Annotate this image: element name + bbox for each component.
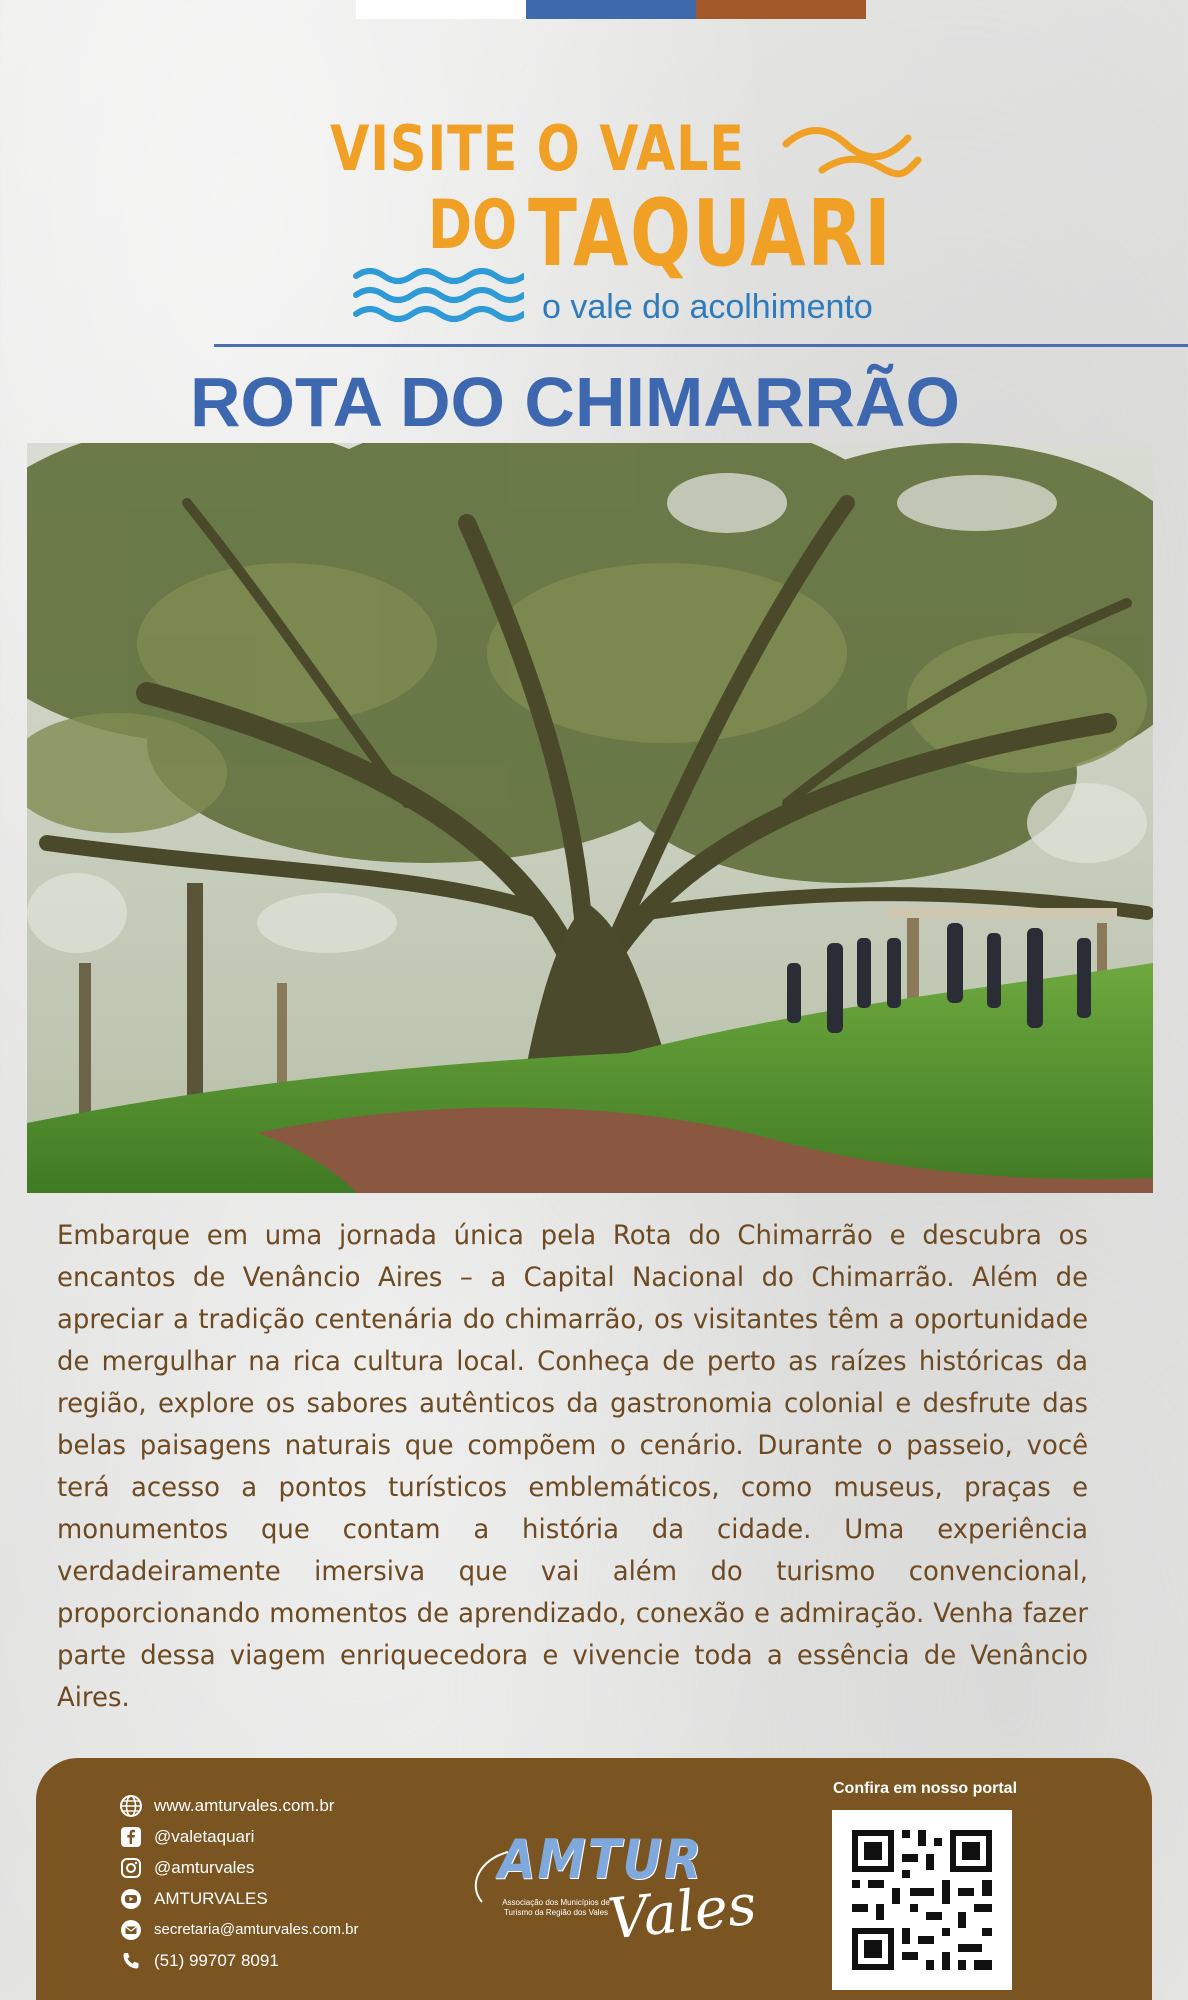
page-title: ROTA DO CHIMARRÃO [190, 363, 960, 441]
youtube-icon [118, 1886, 144, 1912]
amtur-vales-script: Vales [605, 1872, 760, 1953]
contact-facebook-text: @valetaquari [154, 1826, 255, 1846]
contact-phone-text: (51) 99707 8091 [154, 1950, 279, 1970]
contact-website[interactable] [118, 1790, 358, 1821]
instagram-icon [118, 1855, 144, 1881]
globe-icon [118, 1793, 144, 1819]
blue-waves-icon [352, 264, 524, 326]
logo-line2-taquari: TAQUARI [528, 180, 893, 287]
top-color-bars [356, 0, 866, 19]
facebook-icon [118, 1824, 144, 1850]
top-bar-brown [696, 0, 866, 19]
email-icon [118, 1917, 144, 1943]
contact-instagram-text: @amturvales [154, 1857, 255, 1877]
amtur-subtitle: Associação dos Municípios de Turismo da Região dos Vales [502, 1898, 610, 1917]
logo-line1: VISITE O VALE [330, 112, 745, 185]
contact-facebook[interactable] [118, 1821, 358, 1852]
contact-instagram[interactable] [118, 1852, 358, 1883]
phone-icon [118, 1948, 144, 1974]
description-paragraph: Embarque em uma jornada única pela Rota do Chimarrão e descubra os encantos de Venâncio Aires – a Capital Nacional do Chimarrão. Além de apreciar a tradição centenária do chimarrão, os visitantes têm a oportunidade de mergulhar na rica cultura local. Conheça de perto as raízes históricas da região, explore os sabores autênticos da gastronomia colonial e desfrute das belas paisagens naturais que compõem o cenário. Durante o passeio, você terá acesso a pontos turísticos emblemáticos, como museus, praças e monumentos que contam a história da cidade. Uma experiência verdadeiramente imersiva que vai além do turismo convencional, proporcionando momentos de aprendizado, conexão e admiração. Venha fazer parte dessa viagem enriquecedora e vivencie toda a essência de Venâncio Aires. [57, 1220, 1089, 1713]
qr-code[interactable] [832, 1810, 1012, 1990]
qr-caption: Confira em nosso portal [832, 1780, 1018, 1797]
contact-list [118, 1790, 358, 1976]
footer [36, 1758, 1152, 2000]
logo-line2-do: DO [428, 186, 518, 265]
visite-vale-taquari-logo [330, 108, 930, 333]
amtur-wordmark: AMTUR [498, 1828, 704, 1891]
top-bar-blue [526, 0, 696, 19]
top-bar-white [356, 0, 526, 19]
contact-email-text: secretaria@amturvales.com.br [154, 1921, 359, 1938]
amtur-vales-logo [468, 1828, 760, 1968]
contact-email[interactable] [118, 1914, 358, 1945]
hero-photo-tree [27, 443, 1153, 1193]
yellow-wave-icon [782, 122, 922, 182]
contact-phone[interactable] [118, 1945, 358, 1976]
logo-tagline: o vale do acolhimento [542, 288, 873, 326]
contact-website-text: www.amturvales.com.br [154, 1795, 335, 1815]
contact-youtube-text: AMTURVALES [154, 1888, 268, 1908]
title-divider [214, 344, 1188, 347]
contact-youtube[interactable] [118, 1883, 358, 1914]
